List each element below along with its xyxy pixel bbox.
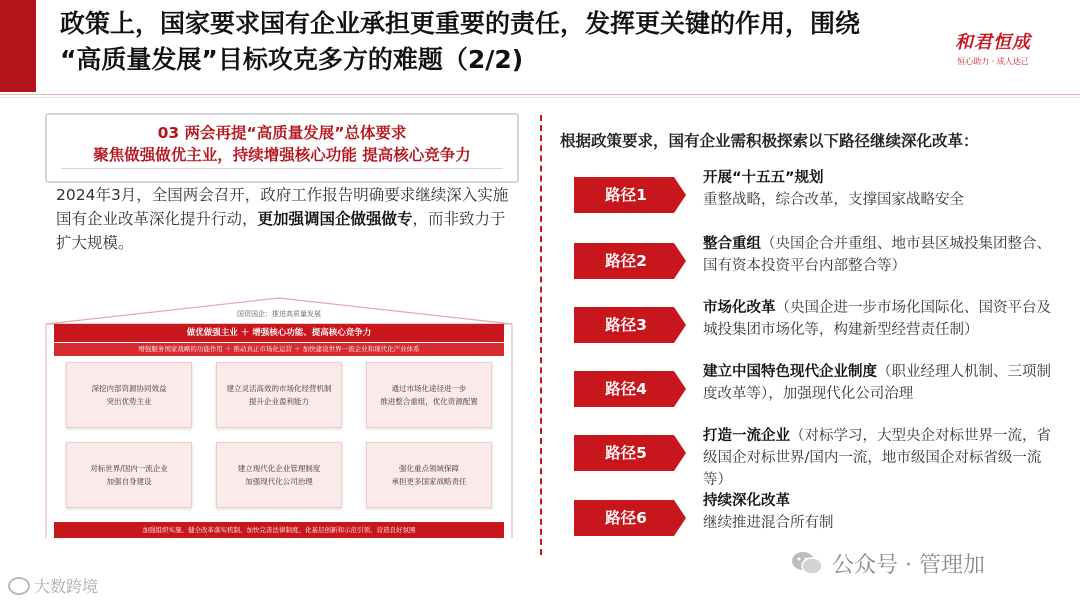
- reform-framework-diagram: [44, 296, 514, 546]
- pillar-item: 对标世界/国内一流企业 加强自身建设: [66, 442, 192, 508]
- company-logo: [938, 28, 1048, 67]
- policy-subheading: 聚焦做强做优主业，持续增强核心功能 提高核心竞争力: [93, 146, 471, 164]
- pillar-item: 通过市场化途径进一步 推进整合重组，优化资源配置: [366, 362, 492, 428]
- reform-path-4: [574, 361, 1064, 417]
- title-accent-bar: [0, 0, 36, 92]
- reform-path-5: [574, 425, 1064, 488]
- path-tag-label: 路径5: [605, 444, 647, 462]
- column-divider: [540, 115, 542, 555]
- path-title: 持续深化改革: [703, 493, 790, 509]
- page-title: [60, 6, 920, 78]
- paragraph-tail: ，而非致力于扩大规模。: [56, 210, 506, 252]
- paragraph-emphasis: 更加强调国企做强做专: [257, 210, 413, 228]
- path-tag: [574, 500, 686, 536]
- policy-box-divider: [61, 168, 503, 169]
- title-line-2: “高质量发展”目标攻克多方的难题（2/2): [60, 45, 524, 74]
- path-detail: （职业经理人机制、三项制度改革等），加强现代化公司治理: [703, 364, 1051, 402]
- paragraph-text: 2024年3月，全国两会召开，政府工作报告明确要求继续深入实施国有企业改革深化提升行动，: [56, 186, 509, 228]
- path-tag: [574, 371, 686, 407]
- logo-slogan: 恒心助力 · 成人达己: [957, 57, 1029, 66]
- policy-heading: 03 两会再提“高质量发展”总体要求: [157, 124, 407, 142]
- path-description: [703, 233, 1053, 277]
- path-description: [703, 361, 1053, 405]
- pillar-item: 建立灵活高效的市场化经营机制 提升企业盈利能力: [216, 362, 342, 428]
- path-tag-label: 路径1: [605, 186, 647, 204]
- roof-label: 国资国企：推进高质量发展: [237, 310, 321, 318]
- core-goal-banner: 做优做强主业 ＋ 增强核心功能、提高核心竞争力: [54, 324, 504, 342]
- policy-heading-box: [45, 113, 519, 183]
- path-tag-label: 路径4: [605, 380, 647, 398]
- path-detail: （央国企合并重组、地市县区城投集团整合、国有资本投资平台内部整合等）: [703, 236, 1051, 274]
- path-detail: 继续推进混合所有制: [703, 515, 834, 531]
- path-tag-label: 路径3: [605, 316, 647, 334]
- title-line-1: 政策上，国家要求国有企业承担更重要的责任，发挥更关键的作用，围绕: [60, 9, 861, 38]
- header-divider: [0, 94, 1080, 95]
- paths-intro: 根据政策要求，国有企业需积极探索以下路径继续深化改革：: [560, 132, 979, 150]
- bottom-left-watermark-text: 大数跨境: [34, 577, 99, 596]
- header-divider-secondary: [0, 97, 1080, 98]
- reform-path-3: [574, 297, 1064, 353]
- path-detail: 重整战略，综合改革，支撑国家战略安全: [703, 192, 964, 208]
- path-tag: [574, 243, 686, 279]
- logo-name: 和君恒成: [955, 32, 1031, 53]
- wechat-watermark-text: 公众号 · 管理加: [832, 552, 985, 578]
- pillar-item: 建立现代化企业管理制度 加强现代化公司治理: [216, 442, 342, 508]
- reform-path-2: [574, 233, 1064, 289]
- reform-path-6: [574, 490, 1064, 546]
- path-tag: [574, 435, 686, 471]
- path-detail: （央国企进一步市场化国际化、国资平台及城投集团市场化等，构建新型经营责任制）: [703, 300, 1051, 338]
- watermark-logo-icon: [8, 577, 30, 595]
- path-title: 打造一流企业: [703, 428, 790, 444]
- pillar-grid: [66, 362, 492, 522]
- path-description: [703, 490, 1053, 534]
- bottom-left-watermark: [8, 574, 98, 597]
- path-title: 开展“十五五”规划: [703, 170, 824, 186]
- path-detail: （对标学习，大型央企对标世界一流，省级国企对标世界/国内一流，地市级国企对标省级一流等）: [703, 428, 1051, 488]
- pillar-item: 深挖内部资源协同效益 突出优势主业: [66, 362, 192, 428]
- wechat-icon: [790, 550, 824, 576]
- path-tag-label: 路径6: [605, 509, 647, 527]
- reform-path-1: [574, 167, 1064, 223]
- path-title: 建立中国特色现代企业制度: [703, 364, 877, 380]
- path-tag: [574, 307, 686, 343]
- path-tag: [574, 177, 686, 213]
- foundation-banner: 加强组织实施、健全改革落实机制、加快完善法律制度、化基层创新和示范引领、营造良好氛围: [54, 522, 504, 538]
- path-description: [703, 297, 1053, 341]
- policy-paragraph: [56, 183, 514, 255]
- path-tag-label: 路径2: [605, 252, 647, 270]
- pillar-item: 强化重点领域保障 承担更多国家战略责任: [366, 442, 492, 508]
- path-title: 市场化改革: [703, 300, 776, 316]
- path-description: [703, 167, 1053, 211]
- path-description: [703, 425, 1053, 491]
- path-title: 整合重组: [703, 236, 761, 252]
- wechat-watermark: [790, 548, 985, 578]
- strategy-banner: 增强服务国家战略的功能作用 ＋ 推动真正市场化运营 ＋ 加快建设世界一流企业和现代化产业体系: [54, 343, 504, 356]
